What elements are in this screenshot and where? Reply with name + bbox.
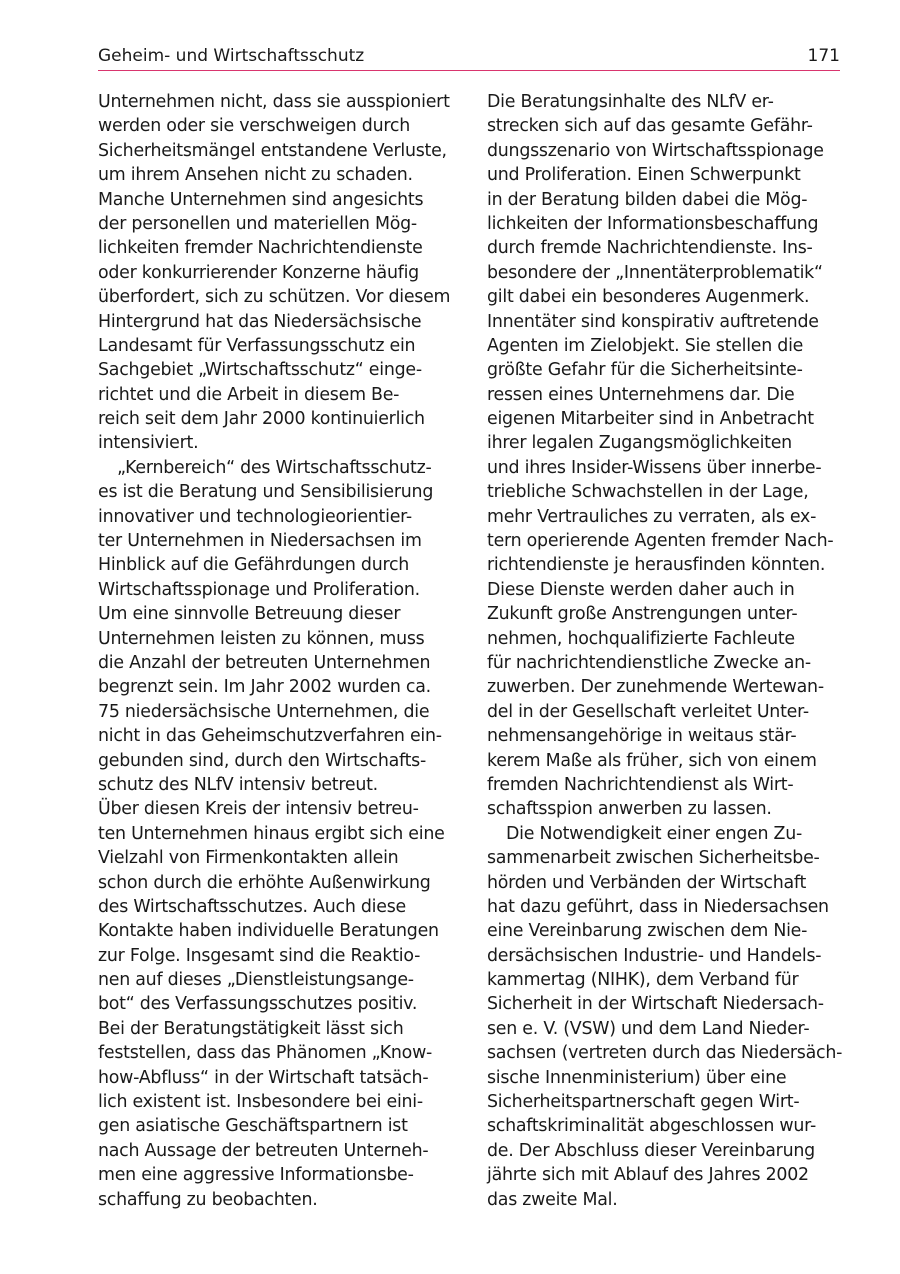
text-line: Vielzahl von Firmenkontakten allein [98, 848, 399, 869]
text-line: fremden Nachrichtendienst als Wirt- [487, 774, 794, 795]
left-text-column [98, 90, 454, 1212]
text-line: nach Aussage der betreuten Unterneh- [98, 1140, 429, 1161]
text-line: eine Vereinbarung zwischen dem Nie- [487, 921, 808, 942]
text-line: Hintergrund hat das Niedersächsische [98, 311, 422, 332]
text-line: dersächsischen Industrie- und Handels- [487, 945, 822, 966]
text-line: Innentäter sind konspirativ auftretende [487, 311, 819, 332]
text-line: richtendienste je herausfinden könnten. [487, 555, 826, 576]
text-line: strecken sich auf das gesamte Gefähr- [487, 116, 813, 137]
text-line: größte Gefahr für die Sicherheitsinte- [487, 360, 803, 381]
text-line: zuwerben. Der zunehmende Wertewan- [487, 677, 824, 698]
text-line: schutz des NLfV intensiv betreut. [98, 774, 378, 795]
text-line: Hinblick auf die Gefährdungen durch [98, 555, 410, 576]
text-line: Kontakte haben individuelle Beratungen [98, 921, 439, 942]
text-line: Um eine sinnvolle Betreuung dieser [98, 604, 401, 625]
text-line: Unternehmen leisten zu können, muss [98, 628, 425, 649]
text-line: und ihres Insider-Wissens über innerbe- [487, 457, 822, 478]
text-line: richtet und die Arbeit in diesem Be- [98, 384, 400, 405]
text-line: schaftsspion anwerben zu lassen. [487, 799, 772, 820]
text-line: das zweite Mal. [487, 1189, 618, 1210]
text-line: ter Unternehmen in Niedersachsen im [98, 531, 422, 552]
text-line: lich existent ist. Insbesondere bei eini- [98, 1092, 423, 1113]
text-line: hörden und Verbänden der Wirtschaft [487, 872, 807, 893]
text-line: nicht in das Geheimschutzverfahren ein- [98, 726, 442, 747]
text-line: Landesamt für Verfassungsschutz ein [98, 335, 416, 356]
text-line: jährte sich mit Ablauf des Jahres 2002 [487, 1165, 809, 1186]
text-line: begrenzt sein. Im Jahr 2002 wurden ca. [98, 677, 431, 698]
text-line: in der Beratung bilden dabei die Mög- [487, 189, 808, 210]
text-line: sische Innenministerium) über eine [487, 1067, 787, 1088]
text-line: how-Abfluss“ in der Wirtschaft tatsäch- [98, 1067, 429, 1088]
text-line: und Proliferation. Einen Schwerpunkt [487, 165, 801, 186]
text-line: schaftskriminalität abgeschlossen wur- [487, 1116, 816, 1137]
text-line: kerem Maße als früher, sich von einem [487, 750, 817, 771]
text-line: eigenen Mitarbeiter sind in Anbetracht [487, 409, 814, 430]
text-line: Agenten im Zielobjekt. Sie stellen die [487, 335, 804, 356]
text-line: durch fremde Nachrichtendienste. Ins- [487, 238, 813, 259]
text-line: Bei der Beratungstätigkeit lässt sich [98, 1018, 404, 1039]
text-line: hat dazu geführt, dass in Niedersachsen [487, 896, 829, 917]
right-text-column [487, 90, 843, 1212]
text-line: Die Beratungsinhalte des NLfV er- [487, 92, 774, 112]
text-line: des Wirtschaftsschutzes. Auch diese [98, 896, 406, 917]
text-line: feststellen, dass das Phänomen „Know- [98, 1043, 433, 1064]
text-line: gilt dabei ein besonderes Augenmerk. [487, 287, 810, 308]
text-line: Sachgebiet „Wirtschaftsschutz“ einge- [98, 360, 422, 381]
text-line: kammertag (NIHK), dem Verband für [487, 970, 799, 991]
running-header [98, 44, 840, 71]
text-line: bot“ des Verfassungsschutzes positiv. [98, 994, 418, 1015]
text-line: triebliche Schwachstellen in der Lage, [487, 482, 809, 503]
text-line: sammenarbeit zwischen Sicherheitsbe- [487, 848, 820, 869]
text-line: sen e. V. (VSW) und dem Land Nieder- [487, 1018, 810, 1039]
text-line: schon durch die erhöhte Außenwirkung [98, 872, 431, 893]
text-line: ten Unternehmen hinaus ergibt sich eine [98, 823, 445, 844]
text-line: Über diesen Kreis der intensiv betreu- [98, 799, 419, 820]
text-line: del in der Gesellschaft verleitet Unter- [487, 701, 809, 722]
text-line: men eine aggressive Informationsbe- [98, 1165, 414, 1186]
text-line: die Anzahl der betreuten Unternehmen [98, 652, 431, 673]
text-line: Sicherheitspartnerschaft gegen Wirt- [487, 1092, 800, 1113]
text-line: um ihrem Ansehen nicht zu schaden. [98, 165, 413, 186]
text-line: lichkeiten der Informationsbeschaffung [487, 213, 819, 234]
text-line: nehmen, hochqualifizierte Fachleute [487, 628, 795, 649]
text-line: Unternehmen nicht, dass sie ausspioniert [98, 92, 450, 112]
text-line: mehr Vertrauliches zu verraten, als ex- [487, 506, 817, 527]
text-line: sachsen (vertreten durch das Niedersäch- [487, 1043, 843, 1064]
text-line: intensiviert. [98, 433, 199, 454]
text-line: de. Der Abschluss dieser Vereinbarung [487, 1140, 815, 1161]
text-line: „Kernbereich“ des Wirtschaftsschutz- [117, 457, 432, 478]
text-line: werden oder sie verschweigen durch [98, 116, 410, 137]
text-line: Manche Unternehmen sind angesichts [98, 189, 424, 210]
text-line: schaffung zu beobachten. [98, 1189, 318, 1210]
text-line: es ist die Beratung und Sensibilisierung [98, 482, 434, 503]
text-line: tern operierende Agenten fremder Nach- [487, 531, 834, 552]
page-number: 171 [807, 46, 840, 66]
text-line: oder konkurrierender Konzerne häufig [98, 262, 419, 283]
text-line: gen asiatische Geschäftspartnern ist [98, 1116, 408, 1137]
text-line: Wirtschaftsspionage und Proliferation. [98, 579, 420, 600]
text-line: besondere der „Innentäterproblematik“ [487, 262, 823, 283]
text-line: der personellen und materiellen Mög- [98, 213, 417, 234]
text-line: innovativer und technologieorientier- [98, 506, 412, 527]
text-line: reich seit dem Jahr 2000 kontinuierlich [98, 409, 425, 430]
text-line: lichkeiten fremder Nachrichtendienste [98, 238, 423, 259]
text-line: zur Folge. Insgesamt sind die Reaktio- [98, 945, 421, 966]
text-line: für nachrichtendienstliche Zwecke an- [487, 652, 811, 673]
text-line: ihrer legalen Zugangsmöglichkeiten [487, 433, 792, 454]
text-line: Diese Dienste werden daher auch in [487, 579, 795, 600]
text-line: Sicherheit in der Wirtschaft Niedersach- [487, 994, 824, 1015]
text-line: ressen eines Unternehmens dar. Die [487, 384, 795, 405]
text-line: gebunden sind, durch den Wirtschafts- [98, 750, 426, 771]
text-line: überfordert, sich zu schützen. Vor diesem [98, 287, 451, 308]
text-line: 75 niedersächsische Unternehmen, die [98, 701, 430, 722]
text-line: nen auf dieses „Dienstleistungsange- [98, 970, 414, 991]
text-line: Sicherheitsmängel entstandene Verluste, [98, 140, 447, 161]
text-line: Zukunft große Anstrengungen unter- [487, 604, 798, 625]
text-line: dungsszenario von Wirtschaftsspionage [487, 140, 824, 161]
text-line: nehmensangehörige in weitaus stär- [487, 726, 797, 747]
running-header-title: Geheim- und Wirtschaftsschutz [98, 46, 365, 66]
text-line: Die Notwendigkeit einer engen Zu- [506, 823, 803, 844]
